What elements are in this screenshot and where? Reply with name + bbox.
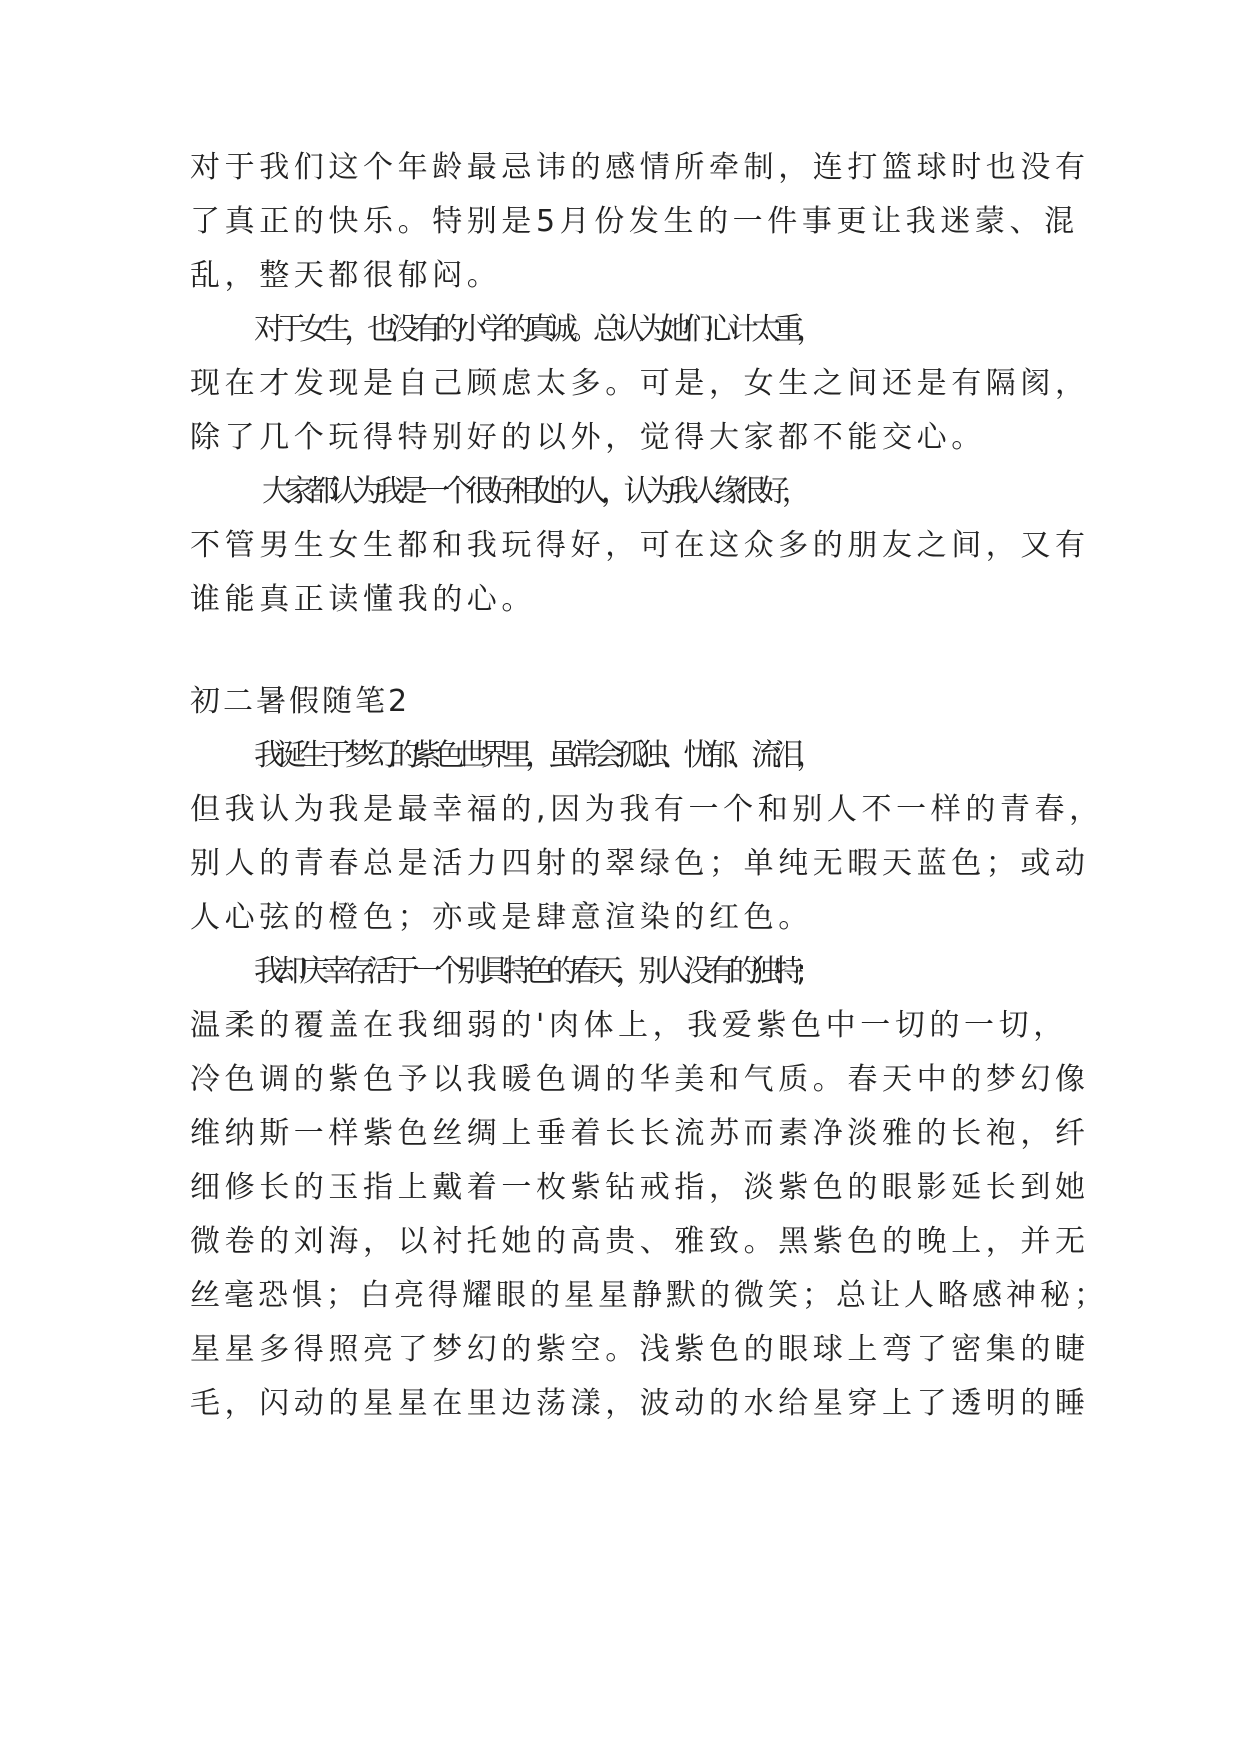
paragraph-line: 人心弦的橙色；亦或是肆意渲染的红色。 <box>190 900 813 935</box>
section-heading: 初二暑假随笔2 <box>190 684 411 719</box>
paragraph-line: 但我认为我是最幸福的,因为我有一个和别人不一样的青春， <box>190 792 1104 827</box>
paragraph-line: 乱，整天都很郁闷。 <box>190 258 502 293</box>
paragraph-line: 对于我们这个年龄最忌讳的感情所牵制，连打篮球时也没有 <box>190 150 1090 185</box>
paragraph-line: 别人的青春总是活力四射的翠绿色；单纯无暇天蓝色；或动 <box>190 846 1090 881</box>
paragraph-line: 我诞生于梦幻的紫色世界里，虽常会孤独、忧郁、流泪， <box>254 738 819 773</box>
paragraph-line: 不管男生女生都和我玩得好，可在这众多的朋友之间，又有 <box>190 528 1090 563</box>
paragraph-line: 细修长的玉指上戴着一枚紫钻戒指，淡紫色的眼影延长到她 <box>190 1170 1090 1205</box>
paragraph-line: 星星多得照亮了梦幻的紫空。浅紫色的眼球上弯了密集的睫 <box>190 1332 1090 1367</box>
paragraph-line: 除了几个玩得特别好的以外，觉得大家都不能交心。 <box>190 420 986 455</box>
paragraph-line: 我却庆幸存活于一个别具特色的春天，别人没有的独特; <box>254 954 800 989</box>
paragraph-line: 现在才发现是自己顾虑太多。可是，女生之间还是有隔阂， <box>190 366 1090 401</box>
paragraph-line: 谁能真正读懂我的心。 <box>190 582 536 617</box>
paragraph-line: 对于女生，也没有的小学的真诚。总认为她们心计太重， <box>254 312 819 347</box>
paragraph-line: 温柔的覆盖在我细弱的'肉体上，我爱紫色中一切的一切， <box>190 1008 1068 1043</box>
paragraph-line: 大家都认为我是一个很好相处的人，认为我人缘很好， <box>262 474 805 509</box>
paragraph-line: 毛，闪动的星星在里边荡漾，波动的水给星穿上了透明的睡 <box>190 1386 1090 1421</box>
paragraph-line: 了真正的快乐。特别是5月份发生的一件事更让我迷蒙、混 <box>190 204 1079 239</box>
paragraph-line: 丝毫恐惧；白亮得耀眼的星星静默的微笑；总让人略感神秘； <box>190 1278 1108 1313</box>
paragraph-line: 冷色调的紫色予以我暖色调的华美和气质。春天中的梦幻像 <box>190 1062 1090 1097</box>
paragraph-line: 维纳斯一样紫色丝绸上垂着长长流苏而素净淡雅的长袍，纤 <box>190 1116 1090 1151</box>
paragraph-line: 微卷的刘海，以衬托她的高贵、雅致。黑紫色的晚上，并无 <box>190 1224 1090 1259</box>
